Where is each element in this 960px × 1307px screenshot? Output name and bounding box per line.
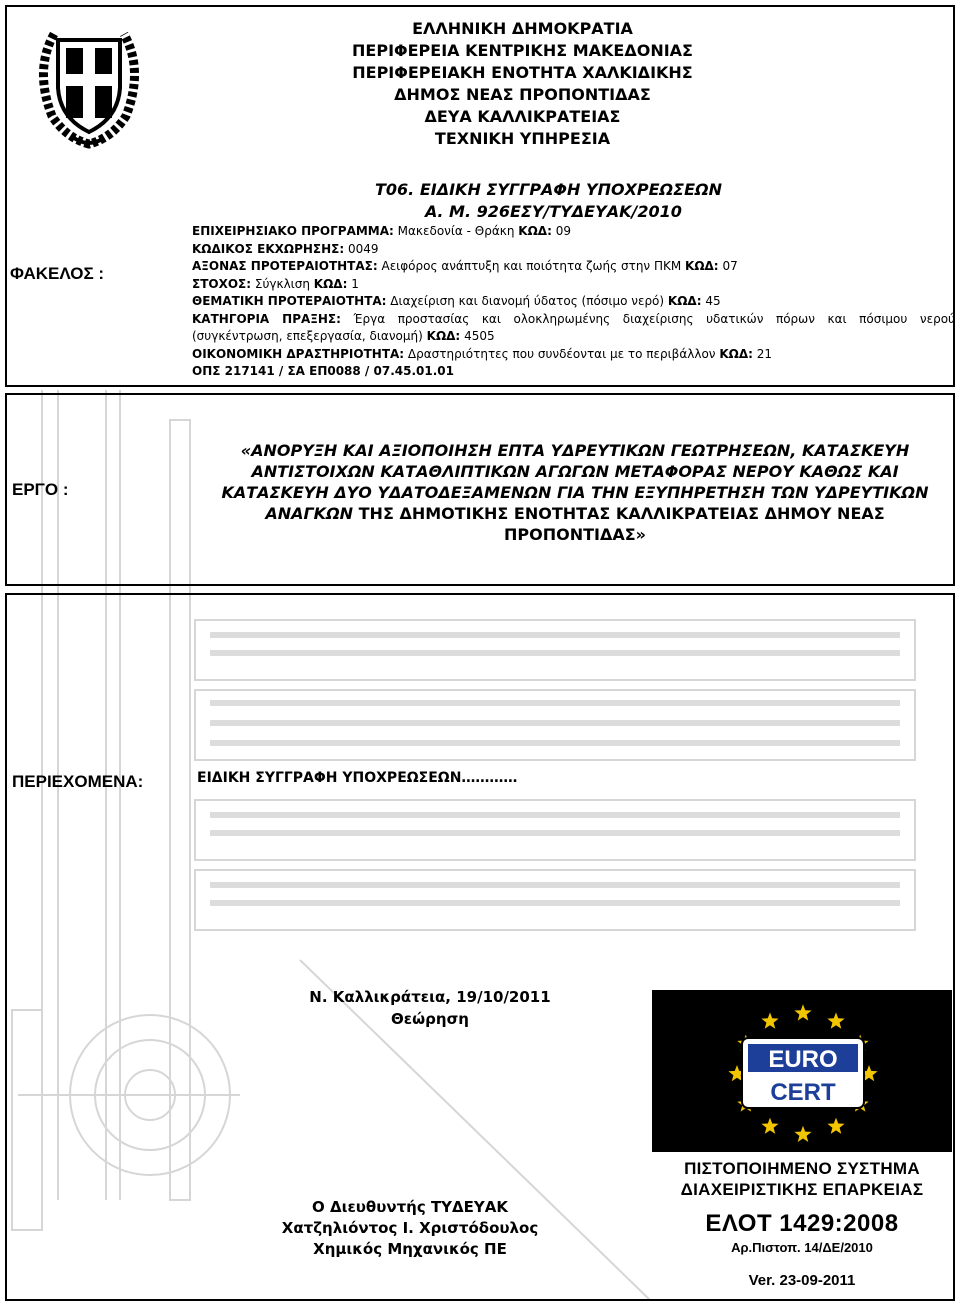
theme-code: 45 — [705, 294, 721, 308]
contents-label: ΠΕΡΙΕΧΟΜΕΝΑ: — [12, 772, 144, 791]
review-label: Θεώρηση — [391, 1010, 469, 1028]
axis-code: 07 — [722, 259, 738, 273]
project-title-rest: ΤΗΣ ΔΗΜΟΤΙΚΗΣ ΕΝΟΤΗΤΑΣ ΚΑΛΛΙΚΡΑΤΕΙΑΣ ΔΗΜΟΥ ΝΕΑΣ — [353, 504, 885, 523]
place-date-block — [290, 986, 570, 1030]
theme-label: ΘΕΜΑΤΙΚΗ ΠΡΟΤΕΡΑΙΟΤΗΤΑ: — [192, 294, 387, 308]
ops-reference: ΟΠΣ 217141 / ΣΑ ΕΠ0088 / 07.45.01.01 — [192, 364, 454, 378]
code-label: ΚΩΔ: — [518, 224, 552, 238]
authority-line: ΠΕΡΙΦΕΡΕΙΑΚΗ ΕΝΟΤΗΤΑ ΧΑΛΚΙΔΙΚΗΣ — [352, 63, 693, 82]
code-label: ΚΩΔ: — [426, 329, 461, 343]
goal-label: ΣΤΟΧΟΣ: — [192, 276, 252, 291]
economic-label: ΟΙΚΟΝΟΜΙΚΗ ΔΡΑΣΤΗΡΙΟΤΗΤΑ: — [192, 346, 405, 361]
signatory-name: Χατζηλιόντος Ι. Χριστόδουλος — [281, 1219, 539, 1237]
category-row — [192, 311, 955, 329]
authority-line: ΕΛΛΗΝΙΚΗ ΔΗΜΟΚΡΑΤΙΑ — [412, 19, 633, 38]
star-icon — [761, 1118, 778, 1134]
disbursement-label: ΚΩΔΙΚΟΣ ΕΚΧΩΡΗΣΗΣ: — [192, 241, 345, 256]
goal-row — [192, 276, 955, 294]
category-value: Έργα προστασίας και ολοκληρωμένης διαχείρισης υδατικών πόρων και πόσιμου νερού — [353, 311, 956, 326]
contents-value: ΕΙΔΙΚΗ ΣΥΓΓΡΑΦΗ ΥΠΟΧΡΕΩΣΕΩΝ………… — [197, 770, 518, 786]
eurocert-text-bottom: CERT — [770, 1079, 836, 1106]
code-label: ΚΩΔ: — [685, 259, 719, 273]
certification-standard: ΕΛΟΤ 1429:2008 — [705, 1210, 899, 1237]
place-date: Ν. Καλλικράτεια, 19/10/2011 — [309, 988, 551, 1006]
programme-value: Μακεδονία - Θράκη — [397, 224, 515, 238]
issuing-authority — [300, 18, 745, 150]
certification-number: Αρ.Πιστοπ. 14/ΔΕ/2010 — [731, 1240, 873, 1255]
project-title-line: «ΑΝΟΡΥΞΗ ΚΑΙ ΑΞΙΟΠΟΙΗΣΗ ΕΠΤΑ ΥΔΡΕΥΤΙΚΩΝ ΓΕΩΤΡΗΣΕΩΝ, ΚΑΤΑΣΚΕΥΗ — [240, 441, 910, 460]
authority-line: ΤΕΧΝΙΚΗ ΥΠΗΡΕΣΙΑ — [434, 129, 611, 148]
star-icon — [761, 1012, 778, 1028]
signatory-role: Ο Διευθυντής ΤΥΔΕΥΑΚ — [312, 1198, 508, 1216]
project-label: ΕΡΓΟ : — [12, 480, 69, 499]
document-code: Α. Μ. 926ΕΣΥ/ΤΥΔΕΥΑΚ/2010 — [425, 202, 682, 221]
eurocert-logo — [652, 990, 952, 1152]
certification-version: Ver. 23-09-2011 — [748, 1272, 856, 1289]
economic-code: 21 — [756, 346, 773, 361]
axis-label: ΑΞΟΝΑΣ ΠΡΟΤΕΡΑΙΟΤΗΤΑΣ: — [192, 259, 378, 273]
theme-value: Διαχείριση και διανομή ύδατος (πόσιμο νερό) — [390, 294, 665, 308]
star-icon — [827, 1012, 844, 1028]
project-title-line — [200, 503, 950, 524]
star-icon — [794, 1004, 811, 1020]
axis-value: Αειφόρος ανάπτυξη και ποιότητα ζωής στην ΠΚΜ — [381, 259, 682, 273]
eurocert-text-top: EURO — [768, 1046, 838, 1073]
programme-details — [192, 223, 955, 381]
authority-line: ΔΗΜΟΣ ΝΕΑΣ ΠΡΟΠΟΝΤΙΔΑΣ — [394, 85, 651, 104]
disbursement-row — [192, 241, 955, 259]
disbursement-value: 0049 — [347, 241, 379, 256]
category-row-continued — [192, 328, 955, 346]
certification-badge — [652, 990, 952, 1293]
economic-row — [192, 346, 955, 364]
programme-row — [192, 223, 955, 241]
star-icon — [794, 1126, 811, 1142]
authority-line: ΠΕΡΙΦΕΡΕΙΑ ΚΕΝΤΡΙΚΗΣ ΜΑΚΕΔΟΝΙΑΣ — [352, 41, 693, 60]
signatory-title: Χημικός Μηχανικός ΠΕ — [313, 1240, 507, 1258]
goal-code: 1 — [351, 276, 359, 291]
programme-code: 09 — [555, 224, 571, 238]
certification-line: ΠΙΣΤΟΠΟΙΗΜΕΝΟ ΣΥΣΤΗΜΑ — [684, 1159, 920, 1178]
project-title-line: ΚΑΤΑΣΚΕΥΗ ΔΥΟ ΥΔΑΤΟΔΕΞΑΜΕΝΩΝ ΓΙΑ ΤΗΝ ΕΞΥΠΗΡΕΤΗΣΗ ΤΩΝ ΥΔΡΕΥΤΙΚΩΝ — [221, 483, 929, 502]
authority-line: ΔΕΥΑ ΚΑΛΛΙΚΡΑΤΕΙΑΣ — [424, 107, 621, 126]
theme-row — [192, 293, 955, 311]
project-title-line: ΠΡΟΠΟΝΤΙΔΑΣ» — [504, 525, 646, 544]
category-value-continued: (συγκέντρωση, επεξεργασία, διανομή) — [192, 329, 423, 343]
code-label: ΚΩΔ: — [667, 294, 702, 308]
folder-label: ΦΑΚΕΛΟΣ : — [10, 264, 105, 283]
programme-label: ΕΠΙΧΕΙΡΗΣΙΑΚΟ ΠΡΟΓΡΑΜΜΑ: — [192, 224, 394, 238]
greek-seal-icon — [14, 10, 164, 160]
signature-block — [240, 1197, 580, 1260]
code-label: ΚΩΔ: — [313, 276, 348, 291]
certification-text — [652, 1158, 952, 1200]
category-label: ΚΑΤΗΓΟΡΙΑ ΠΡΑΞΗΣ: — [192, 311, 341, 326]
star-icon — [827, 1118, 844, 1134]
project-title-line: ΑΝΤΙΣΤΟΙΧΩΝ ΚΑΤΑΘΛΙΠΤΙΚΩΝ ΑΓΩΓΩΝ ΜΕΤΑΦΟΡΑΣ ΝΕΡΟΥ ΚΑΘΩΣ ΚΑΙ — [251, 462, 899, 481]
certification-line: ΔΙΑΧΕΙΡΙΣΤΙΚΗΣ ΕΠΑΡΚΕΙΑΣ — [680, 1180, 924, 1199]
project-title — [200, 440, 950, 545]
document-title: Τ06. ΕΙΔΙΚΗ ΣΥΓΓΡΑΦΗ ΥΠΟΧΡΕΩΣΕΩΝ — [375, 180, 723, 199]
economic-value: Δραστηριότητες που συνδέονται με το περιβάλλον — [407, 346, 716, 361]
axis-row — [192, 258, 955, 276]
category-code: 4505 — [464, 329, 495, 343]
code-label: ΚΩΔ: — [719, 346, 753, 361]
project-title-italic-part: ΑΝΑΓΚΩΝ — [265, 504, 354, 523]
goal-value: Σύγκλιση — [254, 276, 310, 291]
